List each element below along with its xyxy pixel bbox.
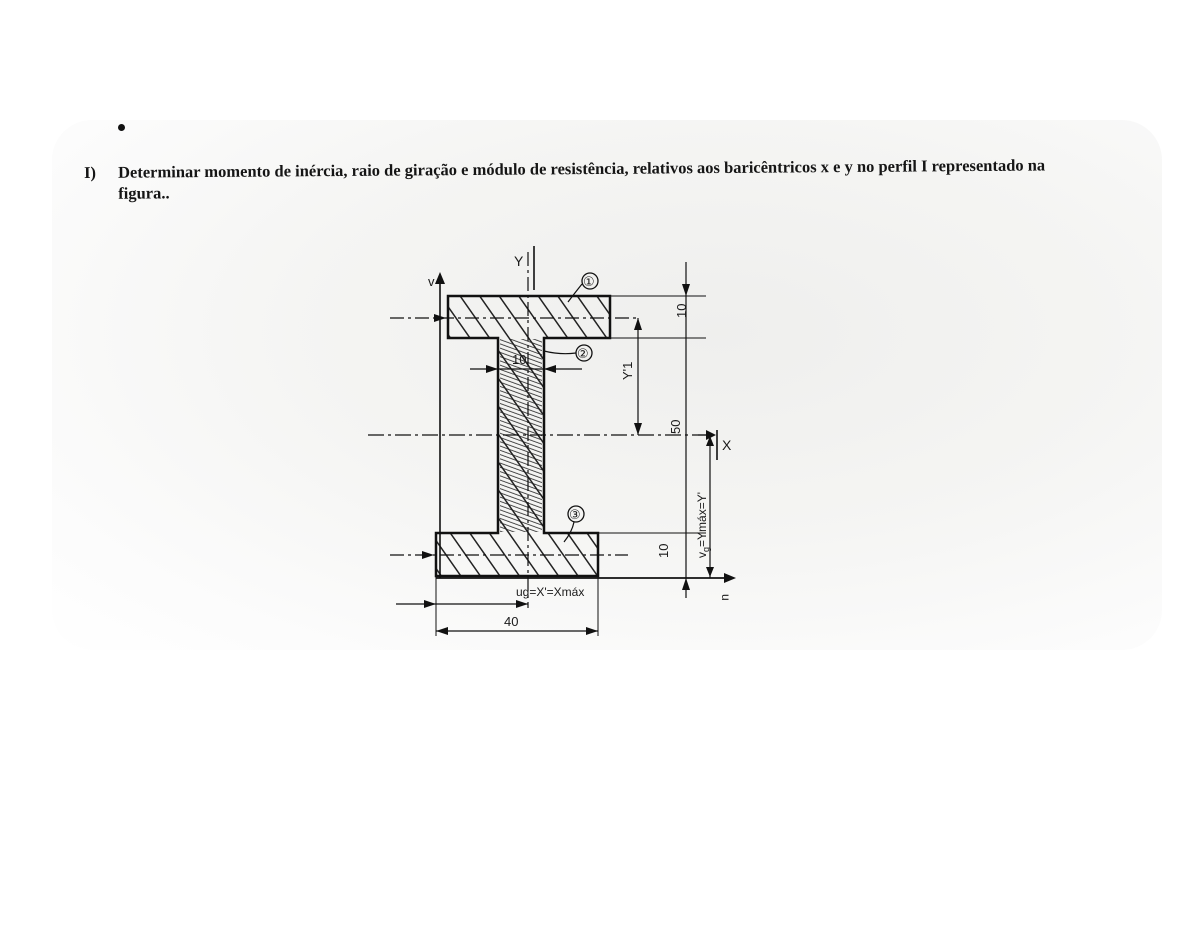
part-1-label: ①: [583, 274, 595, 289]
u-axis-label: u: [719, 594, 733, 601]
dim-vg-arrow-bottom: [706, 567, 714, 577]
left-arrow-flange-bottom: [422, 551, 434, 559]
part-2-label: ②: [577, 346, 589, 361]
v-axis-label: v: [428, 274, 435, 289]
dim-flange-width-arrow-right: [586, 627, 598, 635]
x-axis-label: X: [722, 437, 732, 453]
dim-web-height-label: 50: [668, 419, 683, 434]
part-3-label: ③: [569, 507, 581, 522]
dim-y1-label: Y'1: [620, 361, 635, 380]
y-axis-label: Y: [514, 253, 524, 269]
dim-bottom-flange-label: 10: [656, 543, 671, 558]
dim-flange-width-label: 40: [504, 614, 519, 629]
part-2-leader: [544, 351, 576, 354]
dim-y1-arrow-bottom: [634, 423, 642, 435]
svg-text:vg=Ymáx=Y': [695, 492, 711, 558]
i-beam-diagram: [360, 238, 760, 638]
dim-vg-subscript: g: [701, 546, 711, 552]
u-axis-arrow: [724, 573, 736, 583]
dim-ug-arrow-right: [516, 600, 528, 608]
dim-web-thickness-label: 10: [512, 352, 527, 367]
dim-top-flange-label: 10: [674, 303, 689, 318]
dim-ug-label: ug=X'=Xmáx: [516, 585, 585, 599]
dim-bottom-flange-arrow: [682, 578, 690, 590]
dim-y1-arrow-top: [634, 318, 642, 330]
dim-ug-arrow-left: [424, 600, 436, 608]
dim-vg-label: v: [695, 552, 709, 558]
bullet-point: [118, 124, 125, 131]
dim-web-thickness-arrow-left: [486, 365, 498, 373]
dim-top-flange-arrow: [682, 284, 690, 296]
dim-flange-width-arrow-left: [436, 627, 448, 635]
question-text: Determinar momento de inércia, raio de giração e módulo de resistência, relativos aos baricêntricos x e y no perfil I representado na figura..: [118, 155, 1046, 203]
dim-vg-rest: =Ymáx=Y': [695, 492, 709, 547]
v-axis-arrow: [435, 272, 445, 284]
dim-web-thickness-arrow-right: [544, 365, 556, 373]
question-block: [84, 154, 1084, 204]
question-number: I): [84, 162, 97, 182]
